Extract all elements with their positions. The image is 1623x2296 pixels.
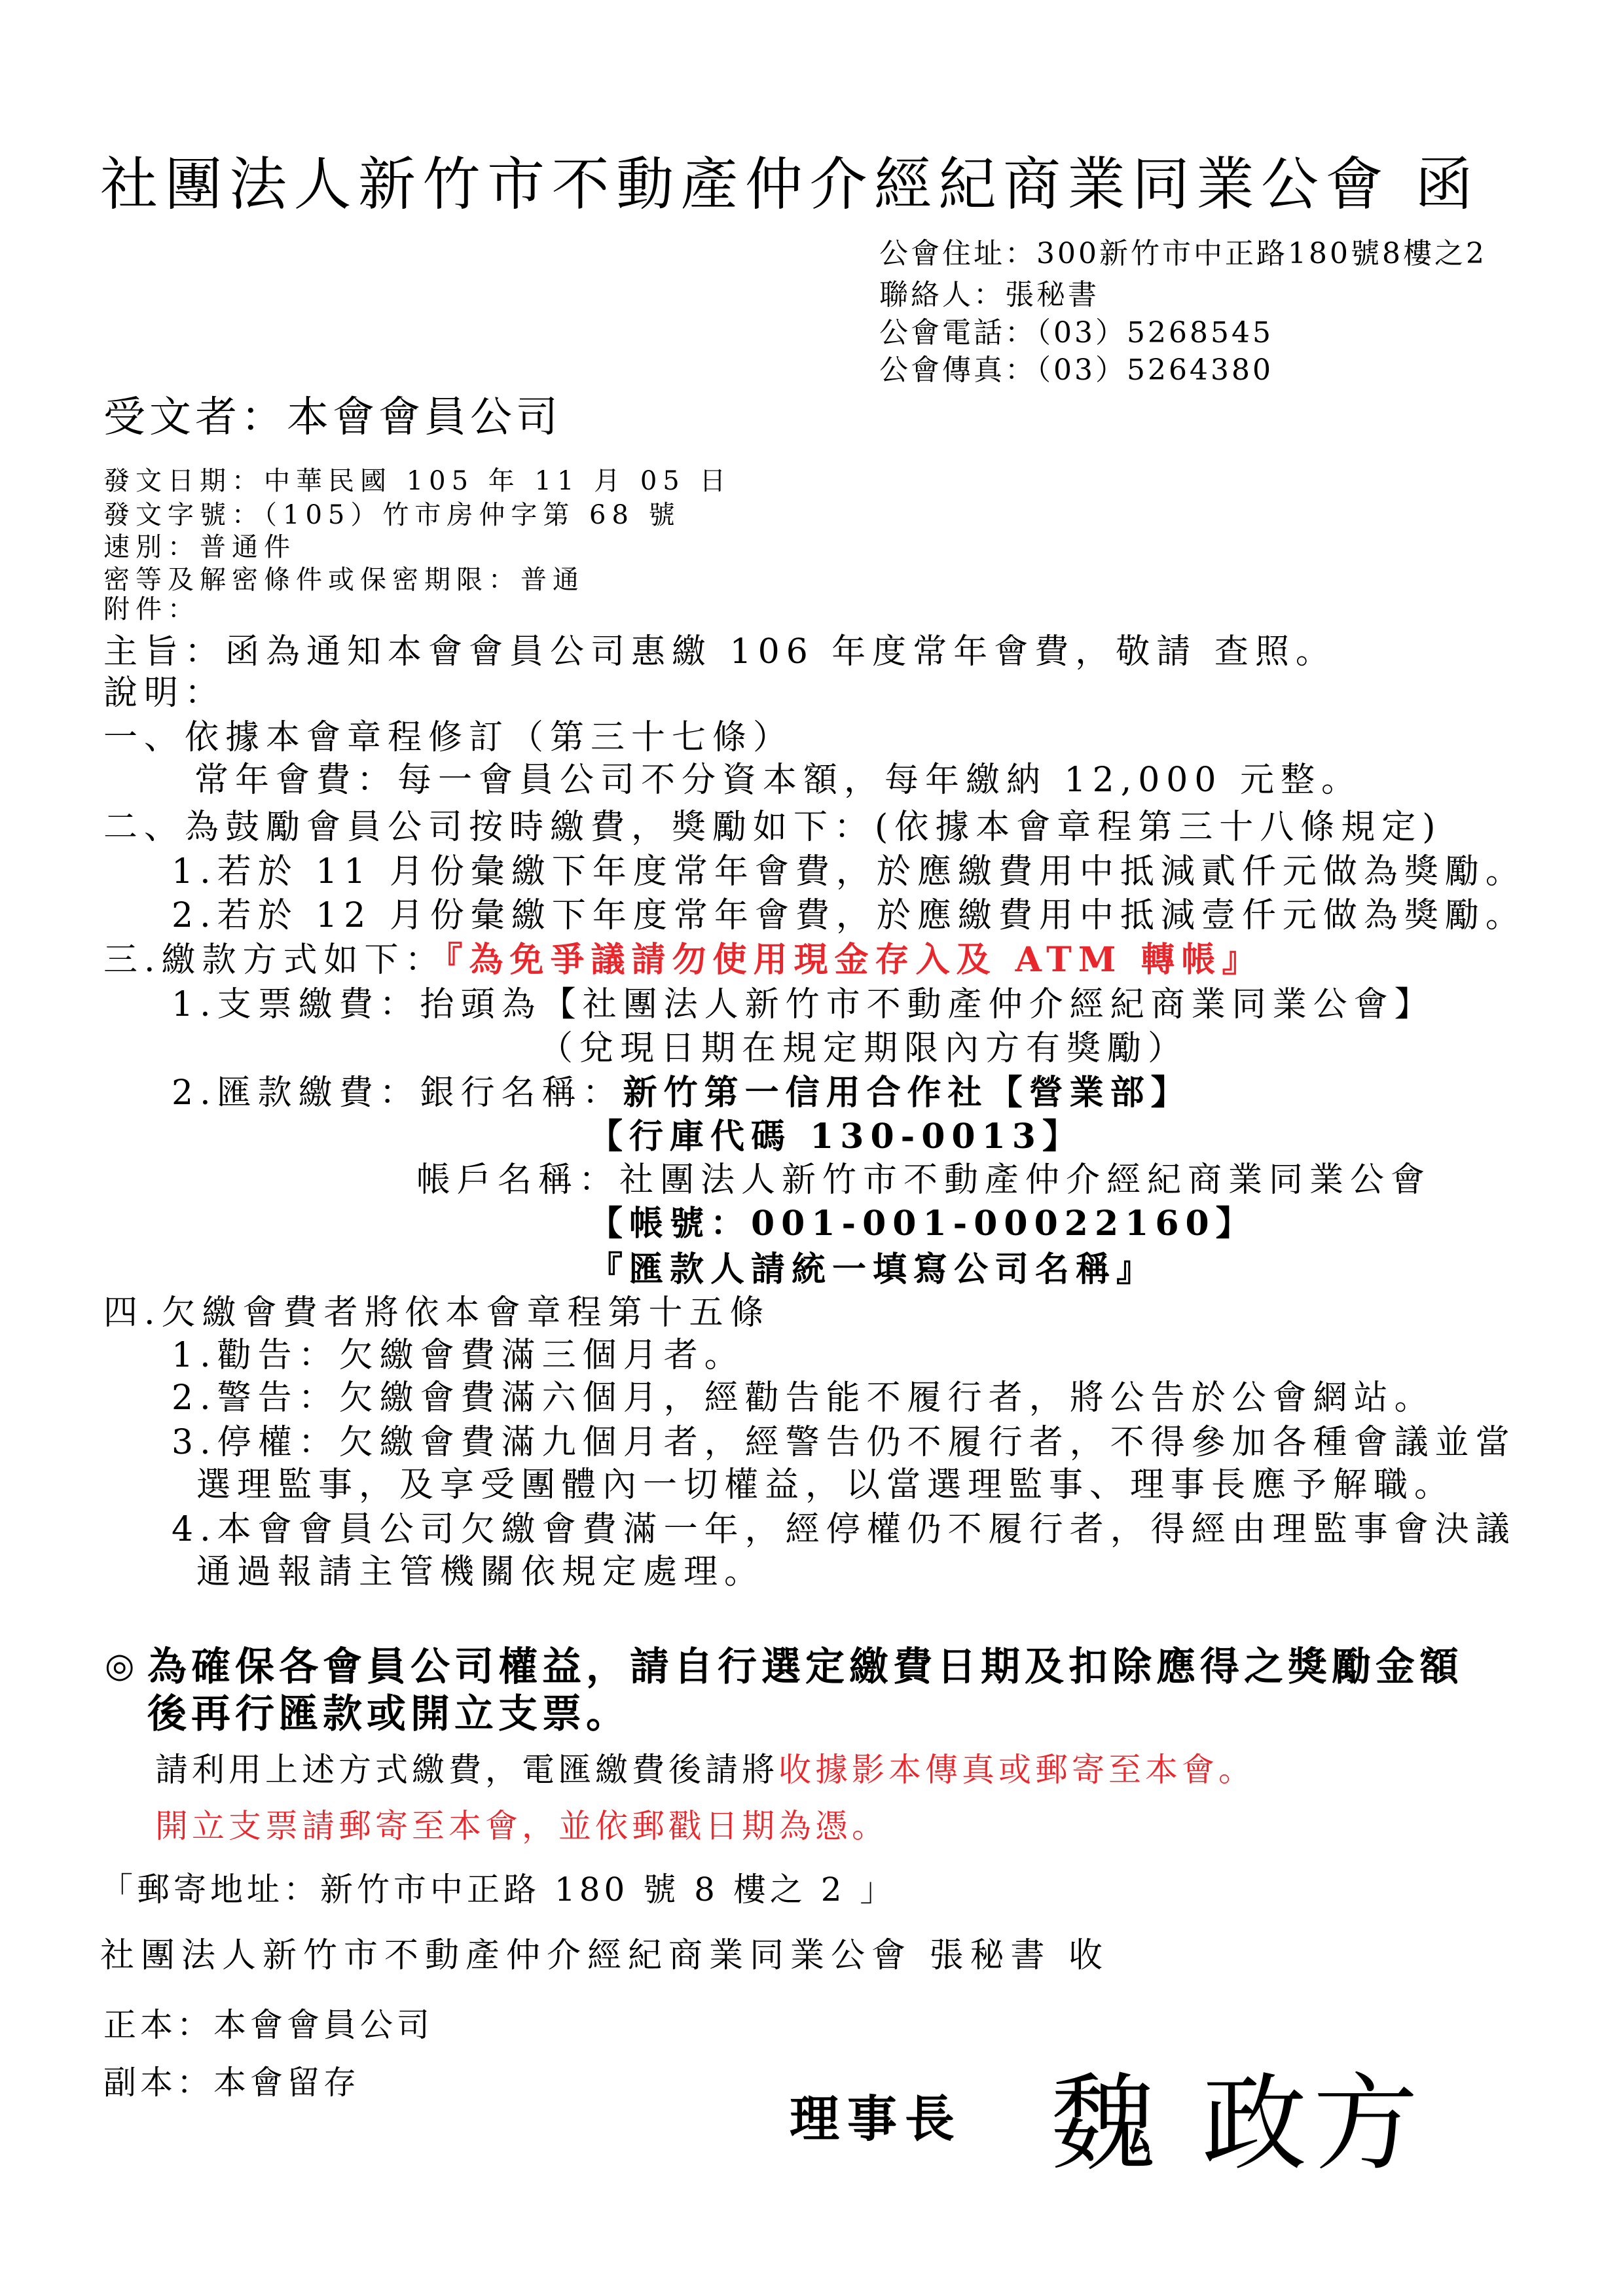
association-phone: 公會電話：（03）5268545 <box>879 316 1273 350</box>
payment-instruction <box>155 1751 1255 1789</box>
section3-heading-text: 三.繳款方式如下： <box>103 941 446 980</box>
classification: 密等及解密條件或保密期限：普通 <box>103 565 585 595</box>
mailing-recipient: 社團法人新竹市不動產仲介經紀商業同業公會 張秘書 收 <box>100 1936 1110 1975</box>
section3-heading <box>103 940 1263 980</box>
section4-heading: 四.欠繳會費者將依本會章程第十五條 <box>103 1293 771 1333</box>
section4-item: 2.警告：欠繳會費滿六個月，經勸告能不履行者，將公告於公會網站。 <box>172 1378 1435 1418</box>
section2-heading: 二、為鼓勵會員公司按時繳費，獎勵如下：(依據本會章程第三十八條規定) <box>103 808 1442 847</box>
section4-item: 4.本會會員公司欠繳會費滿一年，經停權仍不履行者，得經由理監事會決議 <box>172 1510 1516 1549</box>
payment-instruction-highlight: 收據影本傳真或郵寄至本會。 <box>778 1751 1255 1789</box>
recipient: 受文者：本會會員公司 <box>103 393 562 442</box>
section4-item-continued: 通過報請主管機關依規定處理。 <box>196 1552 765 1592</box>
reference-number: 發文字號：（105）竹市房仲字第 68 號 <box>103 500 681 530</box>
section4-item: 1.勸告：欠繳會費滿三個月者。 <box>172 1336 745 1375</box>
account-name: 帳戶名稱：社團法人新竹市不動產仲介經紀商業同業公會 <box>416 1160 1432 1200</box>
copy-recipient: 副本：本會留存 <box>103 2064 360 2102</box>
notice-line: 為確保各會員公司權益，請自行選定繳費日期及扣除應得之獎勵金額 <box>147 1644 1463 1690</box>
section1-text: 常年會費：每一會員公司不分資本額，每年繳納 12,000 元整。 <box>194 761 1362 800</box>
original-recipient: 正本：本會會員公司 <box>103 2006 433 2044</box>
association-address: 公會住址：300新竹市中正路180號8樓之2 <box>879 237 1487 270</box>
attachment: 附件： <box>103 594 200 624</box>
account-number: 【帳號：001-001-00022160】 <box>589 1204 1256 1244</box>
section4-item-continued: 選理監事，及享受團體內一切權益，以當選理監事、理事長應予解職。 <box>196 1465 1455 1505</box>
section3-warning: 『為免爭議請勿使用現金存入及 ATM 轉帳』 <box>445 940 1263 980</box>
section2-item: 1.若於 11 月份彙繳下年度常年會費，於應繳費用中抵減貳仟元做為獎勵。 <box>172 852 1526 891</box>
association-fax: 公會傳真：（03）5264380 <box>879 353 1273 387</box>
contact-person: 聯絡人：張秘書 <box>879 278 1099 312</box>
cheque-note: （兌現日期在規定期限內方有獎勵） <box>539 1029 1189 1068</box>
bank-code: 【行庫代碼 130-0013】 <box>589 1117 1083 1157</box>
issue-date: 發文日期：中華民國 105 年 11 月 05 日 <box>103 466 732 496</box>
section2-item: 2.若於 12 月份彙繳下年度常年會費，於應繳費用中抵減壹仟元做為獎勵。 <box>172 896 1526 935</box>
remittance-label: 2.匯款繳費：銀行名稱： <box>172 1073 623 1113</box>
remittance-payment <box>172 1073 1192 1113</box>
document-title: 社團法人新竹市不動產仲介經紀商業同業公會 函 <box>100 151 1480 218</box>
section4-item: 3.停權：欠繳會費滿九個月者，經警告仍不履行者，不得參加各種會議並當 <box>172 1423 1516 1462</box>
cheque-payment: 1.支票繳費：抬頭為【社團法人新竹市不動產仲介經紀商業同業公會】 <box>172 985 1435 1024</box>
notice-bullet-icon: ◎ <box>105 1646 139 1685</box>
notice-line: 後再行匯款或開立支票。 <box>147 1691 630 1737</box>
delivery-speed: 速別：普通件 <box>103 532 296 562</box>
subject: 主旨：函為通知本會會員公司惠繳 106 年度常年會費，敬請 查照。 <box>103 632 1336 672</box>
bank-name: 新竹第一信用合作社【營業部】 <box>623 1073 1192 1113</box>
cheque-mail-instruction: 開立支票請郵寄至本會，並依郵戳日期為憑。 <box>155 1807 888 1845</box>
section1-heading: 一、依據本會章程修訂（第三十七條） <box>103 718 794 757</box>
chairman-title: 理事長 <box>790 2090 962 2148</box>
mailing-address: 「郵寄地址：新竹市中正路 180 號 8 樓之 2 」 <box>100 1871 897 1909</box>
chairman-name: 魏 政方 <box>1051 2062 1425 2185</box>
remitter-note: 『匯款人請統一填寫公司名稱』 <box>589 1249 1158 1289</box>
explanation-label: 說明： <box>103 673 226 713</box>
payment-instruction-text: 請利用上述方式繳費，電匯繳費後請將 <box>155 1751 778 1789</box>
